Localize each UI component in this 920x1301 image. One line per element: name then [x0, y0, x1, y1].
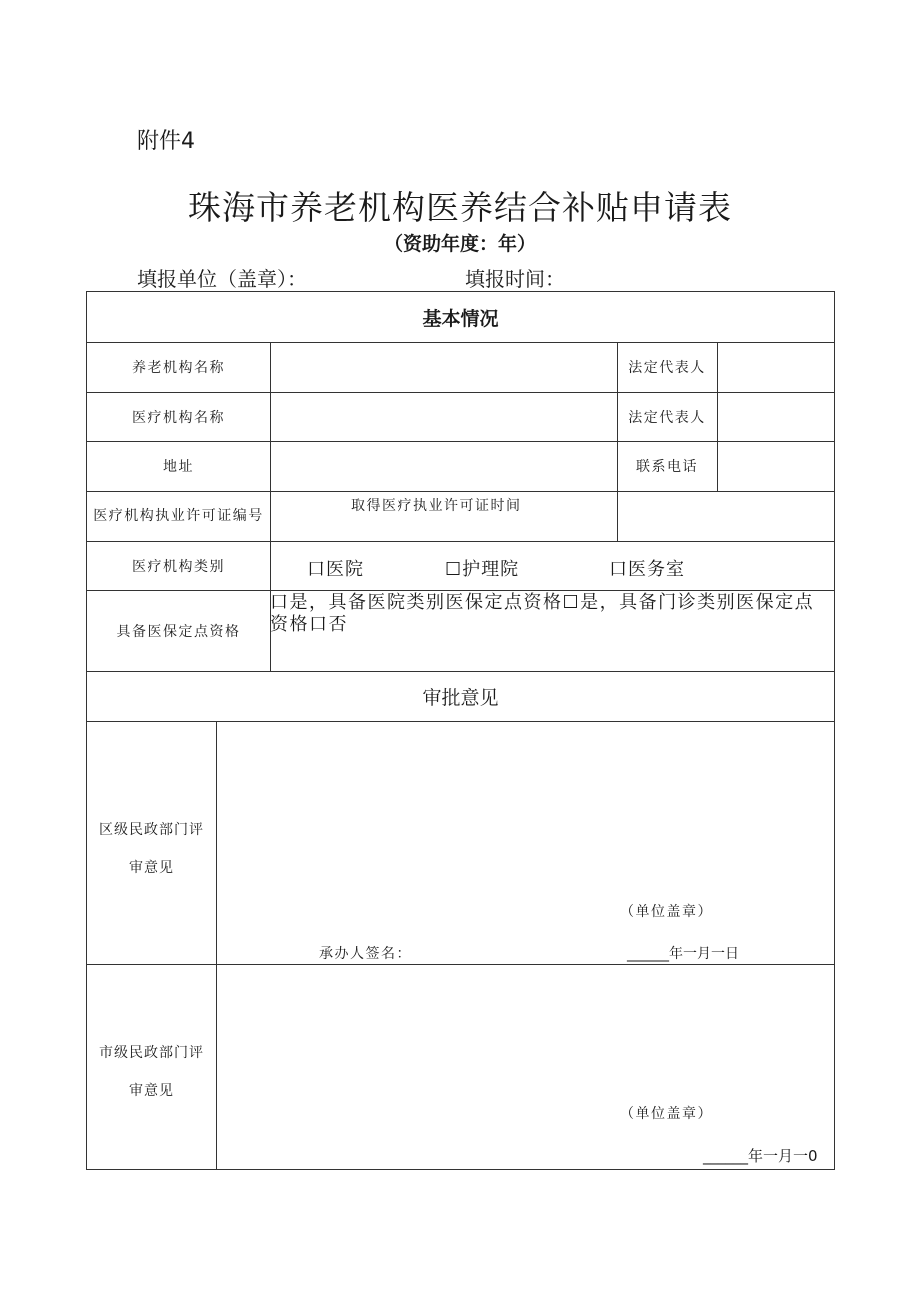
district-review-label-line1: 区级民政部门评: [99, 822, 204, 838]
medical-institution-name-field[interactable]: [271, 392, 617, 441]
district-seal-label: （单位盖章）: [620, 904, 713, 920]
legal-rep-field[interactable]: [718, 342, 834, 392]
city-seal-label: （单位盖章）: [620, 1106, 713, 1122]
section-approval-heading: 审批意见: [422, 686, 499, 709]
city-review-label-line2: 审意见: [129, 1083, 174, 1099]
elder-institution-name-field[interactable]: [271, 342, 617, 392]
license-number-label: 医疗机构执业许可证编号: [93, 508, 264, 524]
city-review-label-line1: 市级民政部门评: [99, 1045, 204, 1061]
address-field[interactable]: [271, 441, 617, 491]
legal-rep-label: 法定代表人: [628, 409, 706, 426]
license-time-label: 取得医疗执业许可证时间: [351, 498, 522, 514]
section-basic-heading: 基本情况: [422, 307, 499, 330]
attachment-label: 附件4: [137, 129, 195, 154]
city-review-label: [87, 1034, 216, 1110]
contact-phone-label: 联系电话: [636, 459, 698, 475]
fill-unit-label: 填报单位（盖章）：: [137, 267, 307, 291]
address-label: 地址: [163, 459, 194, 475]
medical-institution-name-label: 医疗机构名称: [132, 409, 225, 426]
city-review-field[interactable]: [217, 965, 834, 1169]
funding-year: （资助年度：年）: [383, 233, 536, 255]
legal-rep-field[interactable]: [718, 392, 834, 441]
category-clinic-checkbox[interactable]: 口医务室: [609, 559, 685, 580]
category-hospital-checkbox[interactable]: 口医院: [307, 559, 364, 580]
contact-phone-field[interactable]: [718, 441, 834, 491]
district-review-label-line2: 审意见: [129, 860, 174, 876]
category-nursing-checkbox[interactable]: ☐护理院: [445, 559, 520, 580]
fill-time-label: 填报时间：: [465, 267, 565, 291]
handler-signature-label: 承办人签名：: [319, 946, 412, 962]
district-review-field[interactable]: [217, 721, 834, 964]
license-time-field[interactable]: [618, 491, 834, 541]
district-review-label: [87, 811, 216, 887]
insurance-label: 具备医保定点资格: [116, 623, 241, 640]
application-form: [86, 291, 835, 1170]
insurance-options[interactable]: 口是，具备医院类别医保定点资格☐是，具备门诊类别医保定点资格口否: [270, 592, 815, 635]
category-label: 医疗机构类别: [132, 558, 225, 575]
district-date: ______年一月一日: [627, 946, 739, 962]
legal-rep-label: 法定代表人: [628, 360, 706, 376]
city-date: ______年一月一0: [703, 1147, 818, 1165]
form-title: 珠海市养老机构医养结合补贴申请表: [188, 188, 732, 227]
elder-institution-name-label: 养老机构名称: [132, 360, 225, 376]
